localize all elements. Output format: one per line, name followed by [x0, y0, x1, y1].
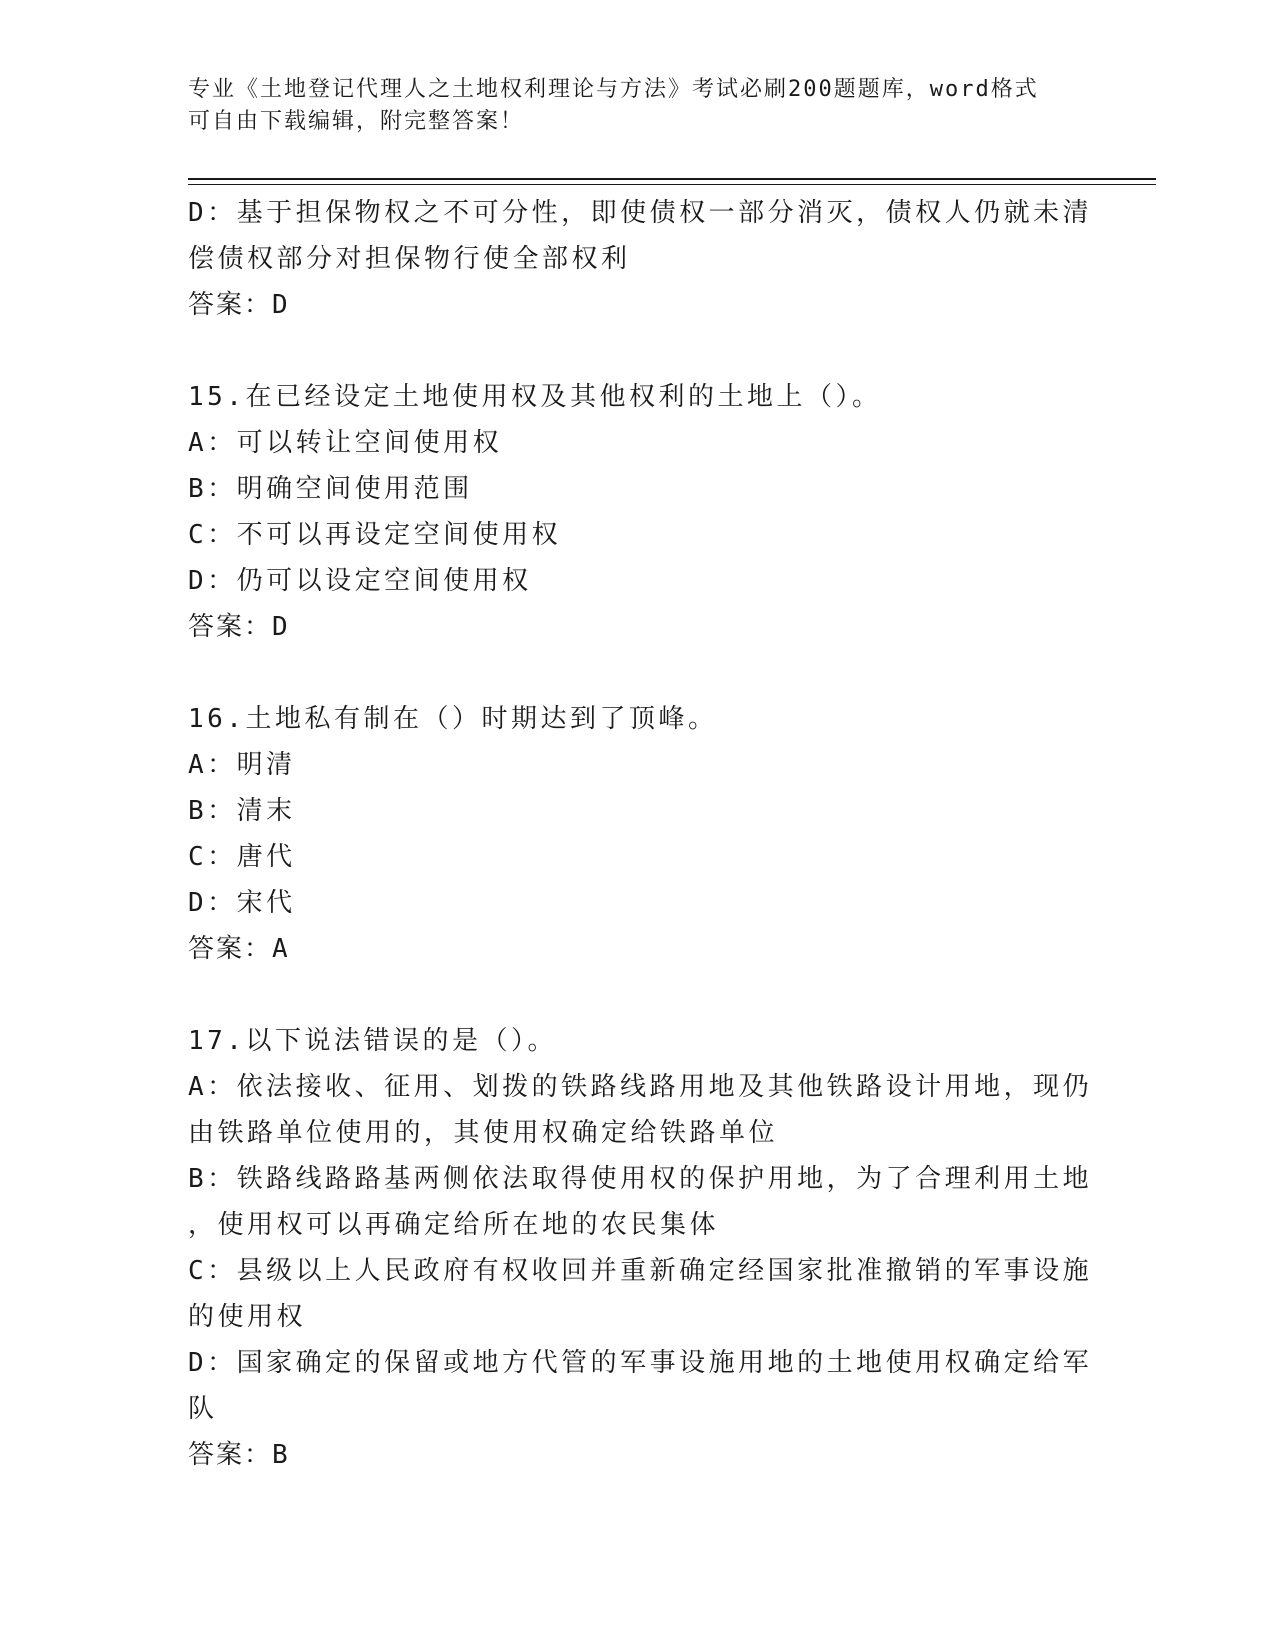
header-rule-thick [188, 178, 1156, 180]
option-d-line-1: D：基于担保物权之不可分性，即使债权一部分消灭，债权人仍就未清 [188, 198, 1093, 228]
question-block-14-continued [188, 190, 1093, 328]
header-rule-thin [188, 184, 1156, 185]
header-line-1: 专业《土地登记代理人之土地权利理论与方法》考试必刷200题题库，word格式 [188, 77, 1039, 102]
option-a-line-2: 由铁路单位使用的，其使用权确定给铁路单位 [188, 1118, 779, 1148]
option-c-line-2: 的使用权 [188, 1302, 307, 1332]
option-d: D：仍可以设定空间使用权 [188, 566, 532, 596]
question-text: 15.在已经设定土地使用权及其他权利的土地上（）。 [188, 382, 882, 412]
option-d: D：宋代 [188, 888, 296, 918]
option-c: C：唐代 [188, 842, 296, 872]
option-b: B：清末 [188, 796, 296, 826]
option-c: C：不可以再设定空间使用权 [188, 520, 562, 550]
question-block-17 [188, 1018, 1093, 1478]
answer-line: 答案：A [188, 934, 290, 964]
question-block-15 [188, 374, 1088, 650]
answer-line: 答案：B [188, 1440, 290, 1470]
document-header [188, 74, 1068, 138]
question-text: 16.土地私有制在（）时期达到了顶峰。 [188, 704, 718, 734]
option-b: B：明确空间使用范围 [188, 474, 473, 504]
option-b-line-1: B：铁路线路路基两侧依法取得使用权的保护用地，为了合理利用土地 [188, 1164, 1093, 1194]
option-b-line-2: ，使用权可以再确定给所在地的农民集体 [188, 1210, 720, 1240]
answer-line: 答案：D [188, 290, 290, 320]
option-d-line-2: 队 [188, 1394, 218, 1424]
header-line-2: 可自由下载编辑，附完整答案！ [188, 109, 525, 134]
option-d-line-2: 偿债权部分对担保物行使全部权利 [188, 244, 631, 274]
option-a: A：可以转让空间使用权 [188, 428, 503, 458]
document-body [188, 190, 1093, 1478]
answer-line: 答案：D [188, 612, 290, 642]
option-a-line-1: A：依法接收、征用、划拨的铁路线路用地及其他铁路设计用地，现仍 [188, 1072, 1093, 1102]
option-d-line-1: D：国家确定的保留或地方代管的军事设施用地的土地使用权确定给军 [188, 1348, 1093, 1378]
question-text: 17.以下说法错误的是（）。 [188, 1026, 557, 1056]
question-block-16 [188, 696, 1088, 972]
spacer [188, 972, 1088, 1018]
option-a: A：明清 [188, 750, 296, 780]
option-c-line-1: C：县级以上人民政府有权收回并重新确定经国家批准撤销的军事设施 [188, 1256, 1093, 1286]
spacer [188, 650, 1088, 696]
spacer [188, 328, 1088, 374]
